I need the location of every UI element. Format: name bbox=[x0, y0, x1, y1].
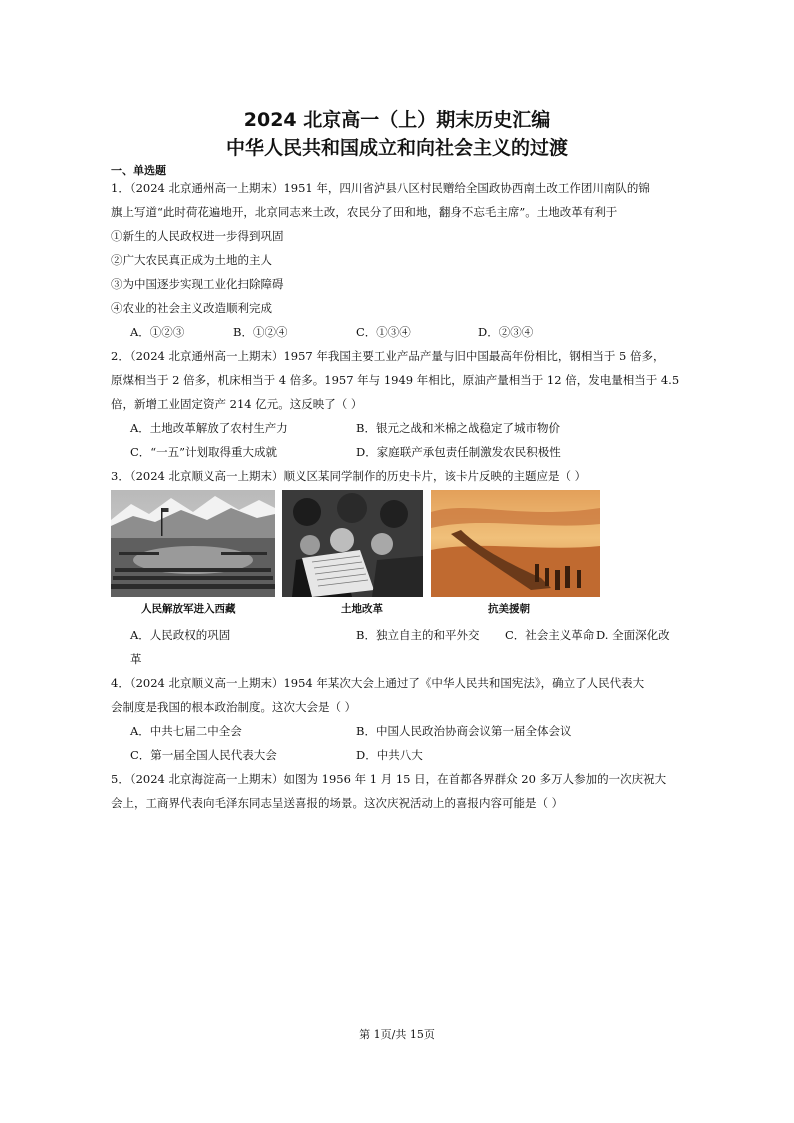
question-1-option-b[interactable]: B．①②④ bbox=[233, 325, 288, 339]
question-3-option-d-wrap: 革 bbox=[130, 652, 142, 666]
question-4-option-d[interactable]: D．中共八大 bbox=[356, 748, 423, 762]
photo-land-reform bbox=[282, 490, 423, 597]
photo-pla-tibet bbox=[111, 490, 275, 597]
question-5-stem: 5．（2024 北京海淀高一上期末）如图为 1956 年 1 月 15 日，在首都各界群众 20 多万人参加的一次庆祝大 bbox=[111, 772, 667, 786]
question-1-option-c[interactable]: C．①③④ bbox=[356, 325, 411, 339]
question-4-option-c[interactable]: C．第一届全国人民代表大会 bbox=[130, 748, 277, 762]
question-1-option-d[interactable]: D．②③④ bbox=[478, 325, 534, 339]
photo-korean-war bbox=[431, 490, 600, 597]
question-2-option-a[interactable]: A．土地改革解放了农村生产力 bbox=[130, 421, 288, 435]
question-4-option-b[interactable]: B．中国人民政治协商会议第一届全体会议 bbox=[356, 724, 572, 738]
question-3-option-a[interactable]: A．人民政权的巩固 bbox=[130, 628, 231, 642]
document-subtitle: 中华人民共和国成立和向社会主义的过渡 bbox=[225, 137, 568, 159]
question-1-item-2: ②广大农民真正成为土地的主人 bbox=[111, 253, 272, 267]
question-4-option-a[interactable]: A．中共七届二中全会 bbox=[130, 724, 242, 738]
question-1-stem-cont: 旗上写道“此时荷花遍地开，北京同志来土改，农民分了田和地，翻身不忘毛主席”。土地改革有利于 bbox=[111, 205, 618, 219]
question-3-option-d[interactable]: D. 全面深化改 bbox=[596, 628, 670, 642]
question-1-item-3: ③为中国逐步实现工业化扫除障碍 bbox=[111, 277, 284, 291]
question-2-stem-end: 倍，新增工业固定资产 214 亿元。这反映了（ ） bbox=[111, 397, 363, 411]
photo-caption-tibet: 人民解放军进入西藏 bbox=[141, 603, 236, 615]
question-3-stem: 3．（2024 北京顺义高一上期末）顺义区某同学制作的历史卡片，该卡片反映的主题应是（ ） bbox=[111, 469, 587, 483]
question-2-option-c[interactable]: C．“一五”计划取得重大成就 bbox=[130, 445, 278, 459]
question-4-stem-cont: 会制度是我国的根本政治制度。这次大会是（ ） bbox=[111, 700, 357, 714]
question-3-option-b[interactable]: B．独立自主的和平外交 bbox=[356, 628, 480, 642]
question-1-item-1: ①新生的人民政权进一步得到巩固 bbox=[111, 229, 284, 243]
question-2-stem: 2．（2024 北京通州高一上期末）1957 年我国主要工业产品产量与旧中国最高年份相比，钢相当于 5 倍多， bbox=[111, 349, 665, 363]
question-2-option-d[interactable]: D．家庭联产承包责任制激发农民积极性 bbox=[356, 445, 561, 459]
question-5-stem-cont: 会上，工商界代表向毛泽东同志呈送喜报的场景。这次庆祝活动上的喜报内容可能是（ ） bbox=[111, 796, 564, 810]
photo-caption-korean-war: 抗美援朝 bbox=[488, 603, 530, 615]
photo-caption-land-reform: 土地改革 bbox=[341, 603, 383, 615]
question-2-stem-cont: 原煤相当于 2 倍多，机床相当于 4 倍多。1957 年与 1949 年相比，原油产量相当于 12 倍，发电量相当于 4.5 bbox=[111, 373, 680, 387]
question-1-item-4: ④农业的社会主义改造顺利完成 bbox=[111, 301, 272, 315]
question-4-stem: 4．（2024 北京顺义高一上期末）1954 年某次大会上通过了《中华人民共和国宪法》，确立了人民代表大 bbox=[111, 676, 645, 690]
question-3-option-c[interactable]: C．社会主义革命 bbox=[505, 628, 595, 642]
question-1-stem: 1．（2024 北京通州高一上期末）1951 年，四川省泸县八区村民赠给全国政协西南土改工作团川南队的锦 bbox=[111, 181, 650, 195]
section-heading: 一、单选题 bbox=[111, 164, 166, 177]
page-footer: 第 1页/共 15页 bbox=[359, 1028, 435, 1041]
question-1-option-a[interactable]: A．①②③ bbox=[130, 325, 185, 339]
question-2-option-b[interactable]: B．银元之战和米棉之战稳定了城市物价 bbox=[356, 421, 560, 435]
document-title: 2024 北京高一（上）期末历史汇编 bbox=[243, 109, 551, 131]
